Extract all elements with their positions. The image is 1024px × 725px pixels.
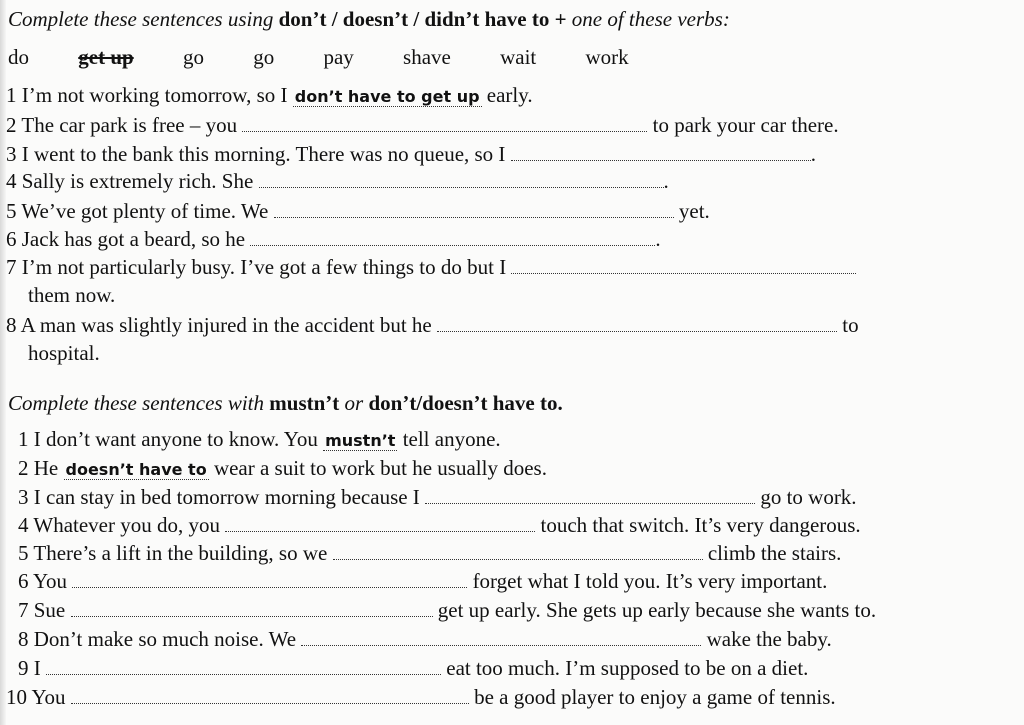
sentence-text: You (31, 685, 66, 709)
ex1-item-5 (6, 198, 1024, 224)
sentence-text: wake the baby. (706, 627, 832, 651)
verb: shave (403, 45, 451, 69)
ex1-item-2 (6, 112, 1024, 138)
verb: do (8, 45, 29, 69)
sentence-text: I went to the bank this morning. There was no queue, so I (21, 142, 506, 166)
ex1-item-7 (6, 254, 1024, 280)
ex2-item-9 (18, 655, 1024, 681)
ex1-item-8-continuation (28, 340, 1024, 366)
sentence-text: or (344, 391, 364, 415)
ex2-item-7 (18, 597, 1024, 623)
sentence-text: forget what I told you. It’s very important. (472, 569, 828, 593)
sentence-text: 7 (18, 598, 29, 622)
sentence-text: be a good player to enjoy a game of tennis. (474, 685, 836, 709)
sentence-text: There’s a lift in the building, so we (33, 541, 328, 565)
sentence-text: 8 (18, 627, 29, 651)
verb-list (8, 44, 1024, 70)
sentence-text: go to work. (760, 485, 857, 509)
sentence-text: 3 (6, 142, 17, 166)
sentence-text: Whatever you do, you (33, 513, 220, 537)
ex2-item-6 (18, 568, 1024, 594)
answer-blank[interactable] (250, 227, 655, 246)
sentence-text: + (554, 7, 567, 31)
sentence-text: yet. (678, 199, 710, 223)
ex2-item-1 (18, 426, 1024, 454)
sentence-text: 1 (18, 427, 29, 451)
verb: pay (323, 45, 354, 69)
sentence-text: 6 (6, 227, 17, 251)
answer-blank[interactable] (71, 598, 433, 617)
sentence-text: to park your car there. (652, 113, 839, 137)
sentence-text: . (663, 169, 669, 193)
sentence-text: one of these verbs: (571, 7, 730, 31)
sentence-text: We’ve got plenty of time. We (21, 199, 269, 223)
sentence-text: I don’t want anyone to know. You (33, 427, 318, 451)
sentence-text: He (33, 456, 59, 480)
ex2-item-2 (18, 455, 1024, 483)
sentence-text: 2 (18, 456, 29, 480)
sentence-text: Complete these sentences with (8, 391, 265, 415)
sentence-text: The car park is free – you (21, 113, 238, 137)
sentence-text: Don’t make so much noise. We (33, 627, 297, 651)
answer-blank[interactable] (511, 142, 811, 161)
sentence-text: I’m not working tomorrow, so I (21, 83, 288, 107)
sentence-text: 5 (6, 199, 17, 223)
sentence-text: eat too much. I’m supposed to be on a diet. (446, 656, 809, 680)
sentence-text: Complete these sentences using (8, 7, 274, 31)
answer-blank[interactable] (225, 513, 535, 532)
answer-blank[interactable] (242, 113, 647, 132)
answer-blank[interactable] (301, 627, 701, 646)
sentence-text: Sue (33, 598, 66, 622)
answer-blank[interactable] (259, 169, 664, 188)
sentence-text: don’t / doesn’t / didn’t have to (278, 7, 550, 31)
sentence-text: 6 (18, 569, 29, 593)
sentence-text: 5 (18, 541, 29, 565)
ex1-item-8 (6, 312, 1024, 338)
answer-text: mustn’t (325, 431, 396, 450)
sentence-text: 9 (18, 656, 29, 680)
verb-struck: get up (78, 45, 134, 69)
answer-blank[interactable] (511, 255, 856, 274)
answer-blank[interactable] (333, 541, 703, 560)
ex1-item-7-continuation (28, 282, 1024, 308)
sentence-text: . (810, 142, 816, 166)
ex2-item-10 (6, 684, 1024, 710)
sentence-text: I can stay in bed tomorrow morning because I (33, 485, 420, 509)
sentence-text: them now. (28, 283, 116, 307)
sentence-text: touch that switch. It’s very dangerous. (540, 513, 861, 537)
sentence-text: 4 (18, 513, 29, 537)
sentence-text: wear a suit to work but he usually does. (213, 456, 547, 480)
sentence-text: You (32, 569, 68, 593)
sentence-text: Jack has got a beard, so he (21, 227, 246, 251)
answer-blank[interactable] (425, 485, 755, 504)
answer-blank[interactable] (437, 313, 837, 332)
sentence-text: 1 (6, 83, 17, 107)
verb: work (585, 45, 629, 69)
sentence-text: A man was slightly injured in the accident but he (20, 313, 432, 337)
answer-blank[interactable] (46, 656, 441, 675)
ex2-item-8 (18, 626, 1024, 652)
sentence-text: tell anyone. (402, 427, 501, 451)
ex1-item-4 (6, 168, 1024, 194)
sentence-text: 7 (6, 255, 17, 279)
sentence-text: 10 (6, 685, 27, 709)
sentence-text: hospital. (28, 341, 100, 365)
answer-blank[interactable] (71, 685, 469, 704)
sentence-text: climb the stairs. (707, 541, 842, 565)
sentence-text: 8 (6, 313, 17, 337)
sentence-text: I (33, 656, 41, 680)
exercise-1-instruction (8, 6, 1024, 32)
sentence-text: 3 (18, 485, 29, 509)
sentence-text: 4 (6, 169, 17, 193)
answer-text: doesn’t have to (65, 460, 207, 479)
verb: go (182, 45, 204, 69)
sentence-text: don’t/doesn’t have to. (368, 391, 563, 415)
answer-blank[interactable] (274, 199, 674, 218)
verb: go (253, 45, 275, 69)
ex2-item-4 (18, 512, 1024, 538)
ex1-item-3 (6, 141, 1024, 167)
sentence-text: get up early. She gets up early because she wants to. (437, 598, 877, 622)
sentence-text: I’m not particularly busy. I’ve got a few things to do but I (21, 255, 507, 279)
answer-blank[interactable] (72, 569, 467, 588)
answer-text: don’t have to get up (294, 87, 480, 106)
sentence-text: . (655, 227, 661, 251)
ex2-item-3 (18, 484, 1024, 510)
sentence-text: early. (486, 83, 533, 107)
sentence-text: 2 (6, 113, 17, 137)
sentence-text: Sally is extremely rich. She (21, 169, 254, 193)
verb: wait (500, 45, 537, 69)
exercise-2-instruction (8, 390, 1024, 416)
sentence-text: to (842, 313, 859, 337)
ex1-item-1 (6, 82, 1024, 110)
ex1-item-6 (6, 226, 1024, 252)
sentence-text: mustn’t (269, 391, 340, 415)
ex2-item-5 (18, 540, 1024, 566)
